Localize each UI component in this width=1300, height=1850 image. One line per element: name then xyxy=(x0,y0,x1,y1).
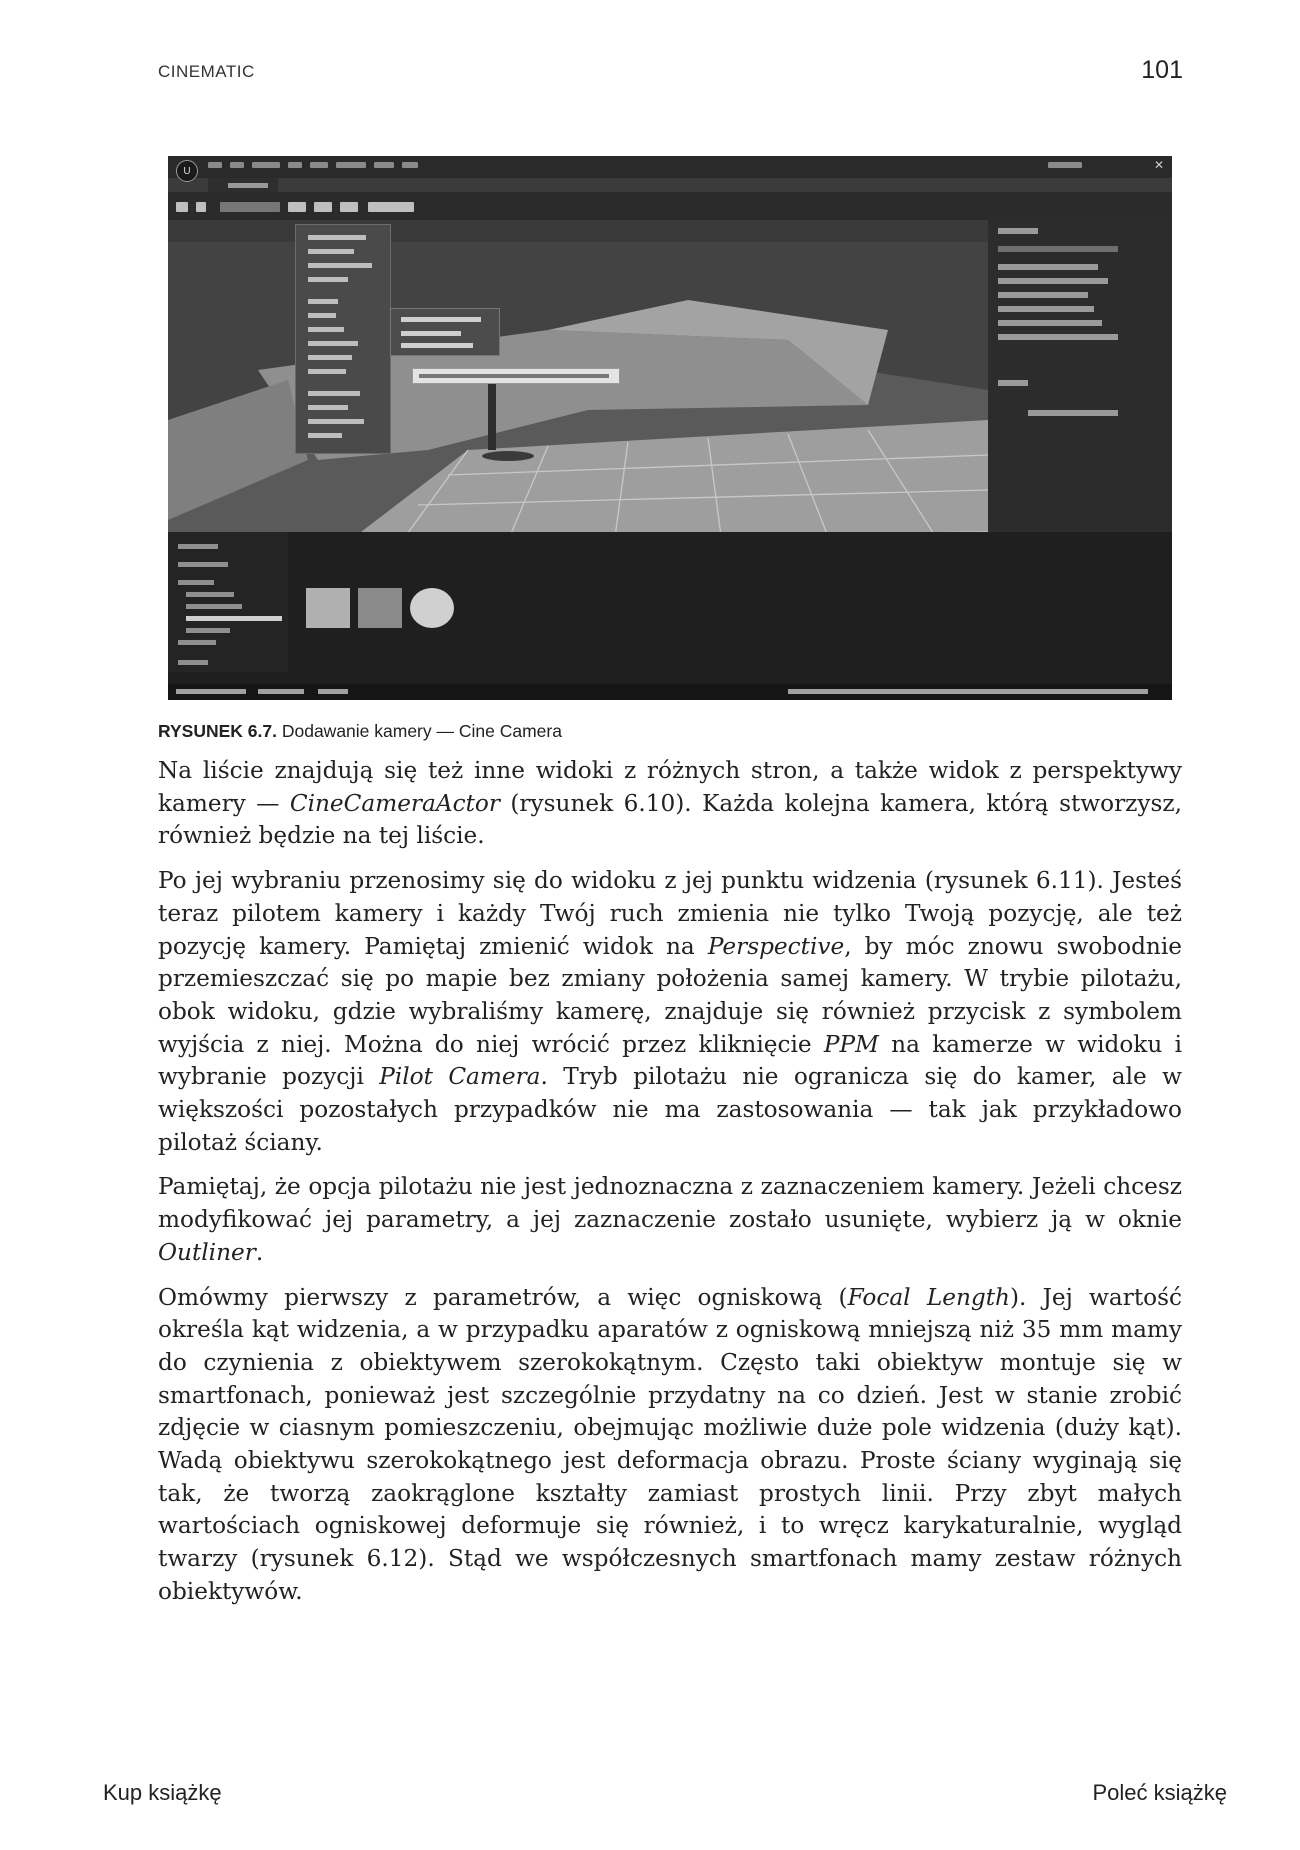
level-tab xyxy=(208,178,278,192)
text-run: Na liście znajdują się też inne widoki z różnych stron, a także widok z perspektywy kamery — xyxy=(158,757,1182,817)
italic-term: Pilot Camera xyxy=(379,1063,541,1091)
engine-logo-icon: U xyxy=(176,160,198,182)
body-paragraph xyxy=(158,1282,1182,1609)
cinematic-submenu xyxy=(390,308,500,356)
italic-term: PPM xyxy=(823,1030,879,1058)
figure-caption-text: Dodawanie kamery — Cine Camera xyxy=(276,721,562,741)
editor-screenshot-figure xyxy=(168,156,1172,700)
text-run: . Tryb pilotażu nie ogranicza się do kamer, ale w większości pozostałych przypadków nie ma zastosowania — tak jak przykładowo pilotaż ściany. xyxy=(158,1063,1182,1156)
close-icon: ✕ xyxy=(1153,158,1164,172)
add-actor-dropdown-menu xyxy=(295,224,391,454)
body-paragraph xyxy=(158,865,1182,1159)
italic-term: Focal Length xyxy=(847,1283,1010,1311)
editor-menubar xyxy=(168,156,1172,178)
figure-caption xyxy=(158,721,562,742)
text-run: , by móc znowu swobodnie przemieszczać się po mapie bez zmiany położenia samej kamery. W trybie pilotażu, obok widoku, gdzie wybraliśmy kamerę, znajduje się również przycisk z symbolem wyjścia z niej. Można do niej wrócić przez kliknięcie xyxy=(158,932,1182,1058)
editor-toolbar xyxy=(168,192,1172,220)
texture-thumbnail-icon xyxy=(358,588,402,628)
figure-caption-label: RYSUNEK 6.7. xyxy=(158,721,277,741)
text-run: (rysunek 6.10). Każda kolejna kamera, którą stworzysz, również będzie na tej liście. xyxy=(158,789,1182,850)
text-run: Po jej wybraniu przenosimy się do widoku z jej punktu widzenia (rysunek 6.11). Jesteś teraz pilotem kamery i każdy Twój ruch zmienia nie tylko Twoją pozycję, ale też pozycję kamery. Pamiętaj zmienić widok na xyxy=(158,867,1182,960)
menu-tooltip xyxy=(412,368,620,384)
italic-term: CineCameraActor xyxy=(289,789,500,817)
body-text xyxy=(158,755,1182,1621)
text-run: ). Jej wartość określa kąt widzenia, a w przypadku aparatów z ogniskową mniejszą niż 35 mm mamy do czynienia z obiektywem szerokokątnym. Często taki obiektyw montuje się w smartfonach, ponieważ jest szczególnie przydatny na co dzień. Jest w stanie zrobić zdjęcie w ciasnym pomieszczeniu, obejmując możliwie duże pole widzenia (duży kąt). Wadą obiektywu szerokokątnego jest deformacja obrazu. Proste ściany wyginają się tak, że tworzą zaokrąglone kształty zamiast prostych linii. Przy zbyt małych wartościach ogniskowej deformuje się również, i to wręcz karykaturalnie, wygląd twarzy (rysunek 6.12). Stąd we współczesnych smartfonach mamy zestaw różnych obiektywów. xyxy=(158,1283,1182,1605)
editor-statusbar xyxy=(168,684,1172,700)
content-browser-sidebar xyxy=(168,532,288,672)
body-paragraph xyxy=(158,1171,1182,1269)
italic-term: Perspective xyxy=(707,932,845,960)
recommend-book-link[interactable]: Poleć książkę xyxy=(1092,1780,1227,1805)
running-head: CINEMATIC xyxy=(158,62,255,81)
page-number: 101 xyxy=(1141,56,1183,84)
body-paragraph xyxy=(158,755,1182,853)
text-run: Omówmy pierwszy z parametrów, a więc ogniskową ( xyxy=(158,1283,848,1311)
material-sphere-thumbnail-icon xyxy=(410,588,454,628)
buy-book-link[interactable]: Kup książkę xyxy=(103,1780,222,1805)
content-browser xyxy=(168,532,1172,700)
text-run: . xyxy=(255,1238,264,1266)
italic-term: Outliner xyxy=(158,1238,256,1266)
text-run: Pamiętaj, że opcja pilotażu nie jest jednoznaczna z zaznaczeniem kamery. Jeżeli chcesz modyfikować jej parametry, a jej zaznaczenie zostało usunięte, wybierz ją w oknie xyxy=(158,1173,1182,1234)
text-run: na kamerze w widoku i wybranie pozycji xyxy=(158,1030,1182,1091)
outliner-panel xyxy=(988,220,1172,540)
folder-thumbnail-icon xyxy=(306,588,350,628)
